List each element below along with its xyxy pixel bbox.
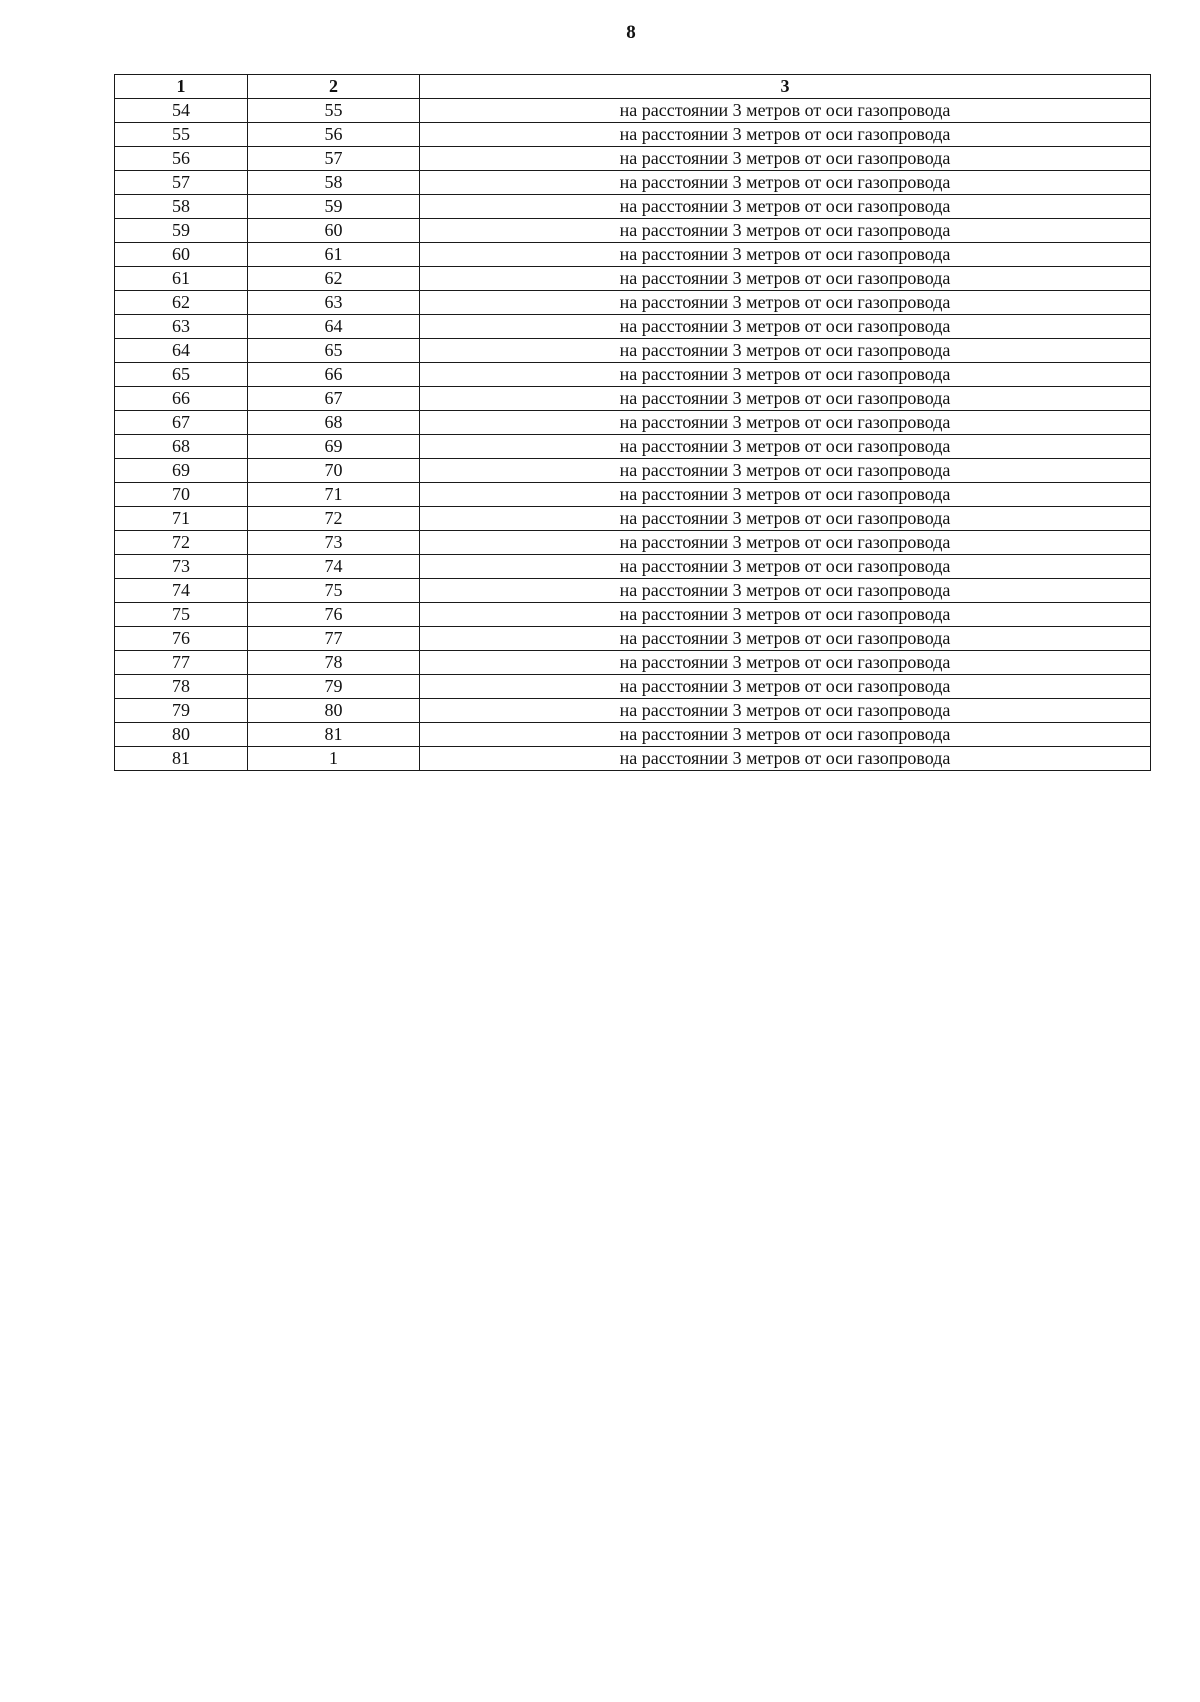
table-row (115, 123, 1151, 147)
from-point-cell: 71 (115, 507, 248, 531)
description-cell: на расстоянии 3 метров от оси газопровода (420, 387, 1151, 411)
table-row (115, 603, 1151, 627)
table-row (115, 555, 1151, 579)
from-point-cell: 68 (115, 435, 248, 459)
description-cell: на расстоянии 3 метров от оси газопровода (420, 747, 1151, 771)
table-row (115, 315, 1151, 339)
table-row (115, 339, 1151, 363)
description-cell: на расстоянии 3 метров от оси газопровода (420, 315, 1151, 339)
to-point-cell: 55 (248, 99, 420, 123)
table-row (115, 627, 1151, 651)
table-row (115, 243, 1151, 267)
description-cell: на расстоянии 3 метров от оси газопровода (420, 507, 1151, 531)
column-header-2: 2 (248, 75, 420, 99)
description-cell: на расстоянии 3 метров от оси газопровода (420, 411, 1151, 435)
description-cell: на расстоянии 3 метров от оси газопровода (420, 723, 1151, 747)
to-point-cell: 75 (248, 579, 420, 603)
from-point-cell: 59 (115, 219, 248, 243)
from-point-cell: 66 (115, 387, 248, 411)
page-number: 8 (626, 22, 636, 43)
from-point-cell: 54 (115, 99, 248, 123)
table-row (115, 267, 1151, 291)
description-cell: на расстоянии 3 метров от оси газопровода (420, 627, 1151, 651)
table-row (115, 147, 1151, 171)
table-row (115, 483, 1151, 507)
from-point-cell: 61 (115, 267, 248, 291)
from-point-cell: 78 (115, 675, 248, 699)
description-cell: на расстоянии 3 метров от оси газопровода (420, 219, 1151, 243)
from-point-cell: 80 (115, 723, 248, 747)
table-row (115, 291, 1151, 315)
description-cell: на расстоянии 3 метров от оси газопровода (420, 579, 1151, 603)
to-point-cell: 73 (248, 531, 420, 555)
table-row (115, 723, 1151, 747)
from-point-cell: 72 (115, 531, 248, 555)
table-row (115, 387, 1151, 411)
description-cell: на расстоянии 3 метров от оси газопровода (420, 675, 1151, 699)
from-point-cell: 67 (115, 411, 248, 435)
description-cell: на расстоянии 3 метров от оси газопровода (420, 699, 1151, 723)
table-row (115, 171, 1151, 195)
to-point-cell: 66 (248, 363, 420, 387)
table-row (115, 435, 1151, 459)
description-cell: на расстоянии 3 метров от оси газопровода (420, 339, 1151, 363)
description-cell: на расстоянии 3 метров от оси газопровода (420, 651, 1151, 675)
description-cell: на расстоянии 3 метров от оси газопровода (420, 603, 1151, 627)
boundary-table (114, 74, 1151, 771)
table-row (115, 507, 1151, 531)
to-point-cell: 77 (248, 627, 420, 651)
to-point-cell: 67 (248, 387, 420, 411)
description-cell: на расстоянии 3 метров от оси газопровода (420, 531, 1151, 555)
table-row (115, 675, 1151, 699)
table-row (115, 747, 1151, 771)
from-point-cell: 65 (115, 363, 248, 387)
from-point-cell: 75 (115, 603, 248, 627)
description-cell: на расстоянии 3 метров от оси газопровода (420, 363, 1151, 387)
table-row (115, 459, 1151, 483)
to-point-cell: 62 (248, 267, 420, 291)
to-point-cell: 76 (248, 603, 420, 627)
description-cell: на расстоянии 3 метров от оси газопровода (420, 147, 1151, 171)
description-cell: на расстоянии 3 метров от оси газопровода (420, 435, 1151, 459)
to-point-cell: 65 (248, 339, 420, 363)
from-point-cell: 58 (115, 195, 248, 219)
description-cell: на расстоянии 3 метров от оси газопровода (420, 171, 1151, 195)
to-point-cell: 1 (248, 747, 420, 771)
from-point-cell: 73 (115, 555, 248, 579)
to-point-cell: 57 (248, 147, 420, 171)
table-header-row (115, 75, 1151, 99)
description-cell: на расстоянии 3 метров от оси газопровода (420, 267, 1151, 291)
to-point-cell: 56 (248, 123, 420, 147)
to-point-cell: 71 (248, 483, 420, 507)
to-point-cell: 59 (248, 195, 420, 219)
to-point-cell: 63 (248, 291, 420, 315)
from-point-cell: 77 (115, 651, 248, 675)
from-point-cell: 79 (115, 699, 248, 723)
to-point-cell: 70 (248, 459, 420, 483)
description-cell: на расстоянии 3 метров от оси газопровода (420, 243, 1151, 267)
table-row (115, 531, 1151, 555)
to-point-cell: 60 (248, 219, 420, 243)
to-point-cell: 68 (248, 411, 420, 435)
table-row (115, 99, 1151, 123)
description-cell: на расстоянии 3 метров от оси газопровода (420, 483, 1151, 507)
column-header-3: 3 (420, 75, 1151, 99)
from-point-cell: 81 (115, 747, 248, 771)
from-point-cell: 55 (115, 123, 248, 147)
to-point-cell: 58 (248, 171, 420, 195)
to-point-cell: 81 (248, 723, 420, 747)
to-point-cell: 74 (248, 555, 420, 579)
to-point-cell: 61 (248, 243, 420, 267)
to-point-cell: 69 (248, 435, 420, 459)
to-point-cell: 80 (248, 699, 420, 723)
table-row (115, 195, 1151, 219)
table-row (115, 579, 1151, 603)
to-point-cell: 72 (248, 507, 420, 531)
from-point-cell: 74 (115, 579, 248, 603)
table-row (115, 363, 1151, 387)
table-row (115, 651, 1151, 675)
from-point-cell: 57 (115, 171, 248, 195)
description-cell: на расстоянии 3 метров от оси газопровода (420, 291, 1151, 315)
description-cell: на расстоянии 3 метров от оси газопровода (420, 99, 1151, 123)
from-point-cell: 76 (115, 627, 248, 651)
to-point-cell: 79 (248, 675, 420, 699)
column-header-1: 1 (115, 75, 248, 99)
table-row (115, 219, 1151, 243)
description-cell: на расстоянии 3 метров от оси газопровода (420, 195, 1151, 219)
to-point-cell: 78 (248, 651, 420, 675)
from-point-cell: 62 (115, 291, 248, 315)
description-cell: на расстоянии 3 метров от оси газопровода (420, 123, 1151, 147)
from-point-cell: 60 (115, 243, 248, 267)
table-row (115, 411, 1151, 435)
to-point-cell: 64 (248, 315, 420, 339)
table-body (115, 99, 1151, 771)
from-point-cell: 63 (115, 315, 248, 339)
from-point-cell: 64 (115, 339, 248, 363)
description-cell: на расстоянии 3 метров от оси газопровода (420, 459, 1151, 483)
from-point-cell: 56 (115, 147, 248, 171)
from-point-cell: 69 (115, 459, 248, 483)
table-row (115, 699, 1151, 723)
from-point-cell: 70 (115, 483, 248, 507)
description-cell: на расстоянии 3 метров от оси газопровода (420, 555, 1151, 579)
